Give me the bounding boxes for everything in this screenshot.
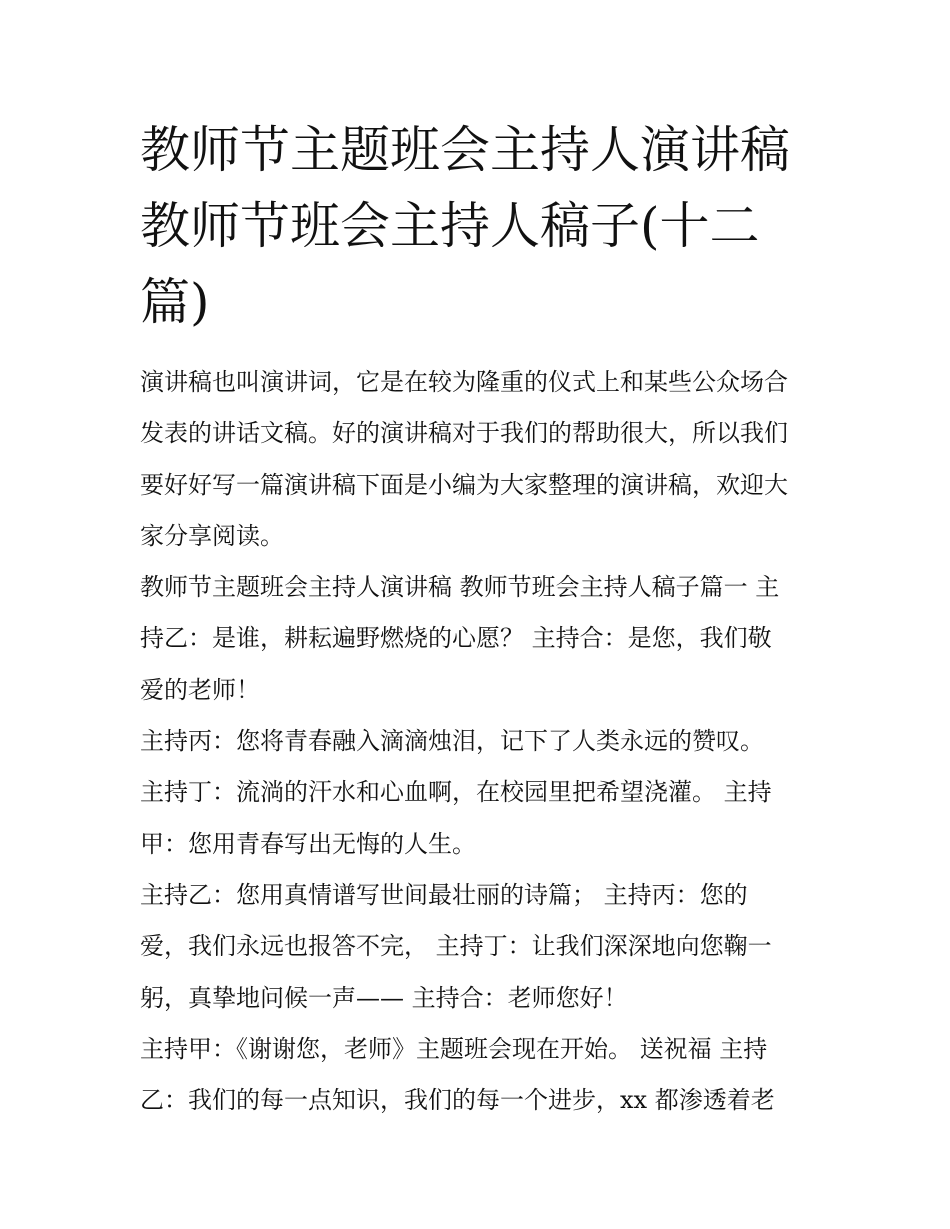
body-line: 主持丁：流淌的汗水和心血啊，在校园里把希望浇灌。 主持 xyxy=(140,778,772,807)
body-line: 爱，我们永远也报答不完， 主持丁：让我们深深地向您鞠一 xyxy=(140,932,772,961)
body-line: 甲：您用青春写出无悔的人生。 xyxy=(140,829,476,858)
body-line: 要好好写一篇演讲稿下面是小编为大家整理的演讲稿，欢迎大 xyxy=(140,470,788,499)
title-line-3: 篇) xyxy=(140,273,210,331)
body-line: 躬，真挚地问候一声—— 主持合：老师您好！ xyxy=(140,983,628,1012)
body-line: 乙：我们的每一点知识，我们的每一个进步，xx 都渗透着老 xyxy=(140,1086,775,1115)
body-line: 家分享阅读。 xyxy=(140,521,284,550)
body-line: 爱的老师！ xyxy=(140,675,260,704)
body-line: 演讲稿也叫演讲词，它是在较为隆重的仪式上和某些公众场合 xyxy=(140,368,788,396)
title-line-2: 教师节班会主持人稿子(十二 xyxy=(140,197,760,255)
document-body xyxy=(140,357,830,1126)
body-line: 发表的讲话文稿。好的演讲稿对于我们的帮助很大，所以我们 xyxy=(140,419,788,448)
body-line: 持乙：是谁，耕耘遍野燃烧的心愿？ 主持合：是您，我们敬 xyxy=(140,624,772,653)
body-line: 主持甲：《谢谢您，老师》主题班会现在开始。 送祝福 主持 xyxy=(140,1034,768,1063)
body-line: 主持丙：您将青春融入滴滴烛泪，记下了人类永远的赞叹。 xyxy=(140,727,764,756)
title-line-1: 教师节主题班会主持人演讲稿 xyxy=(140,121,790,179)
document-title xyxy=(140,112,830,340)
body-line: 教师节主题班会主持人演讲稿 教师节班会主持人稿子篇一 主 xyxy=(140,573,780,602)
body-line: 主持乙：您用真情谱写世间最壮丽的诗篇； 主持丙：您的 xyxy=(140,880,748,909)
